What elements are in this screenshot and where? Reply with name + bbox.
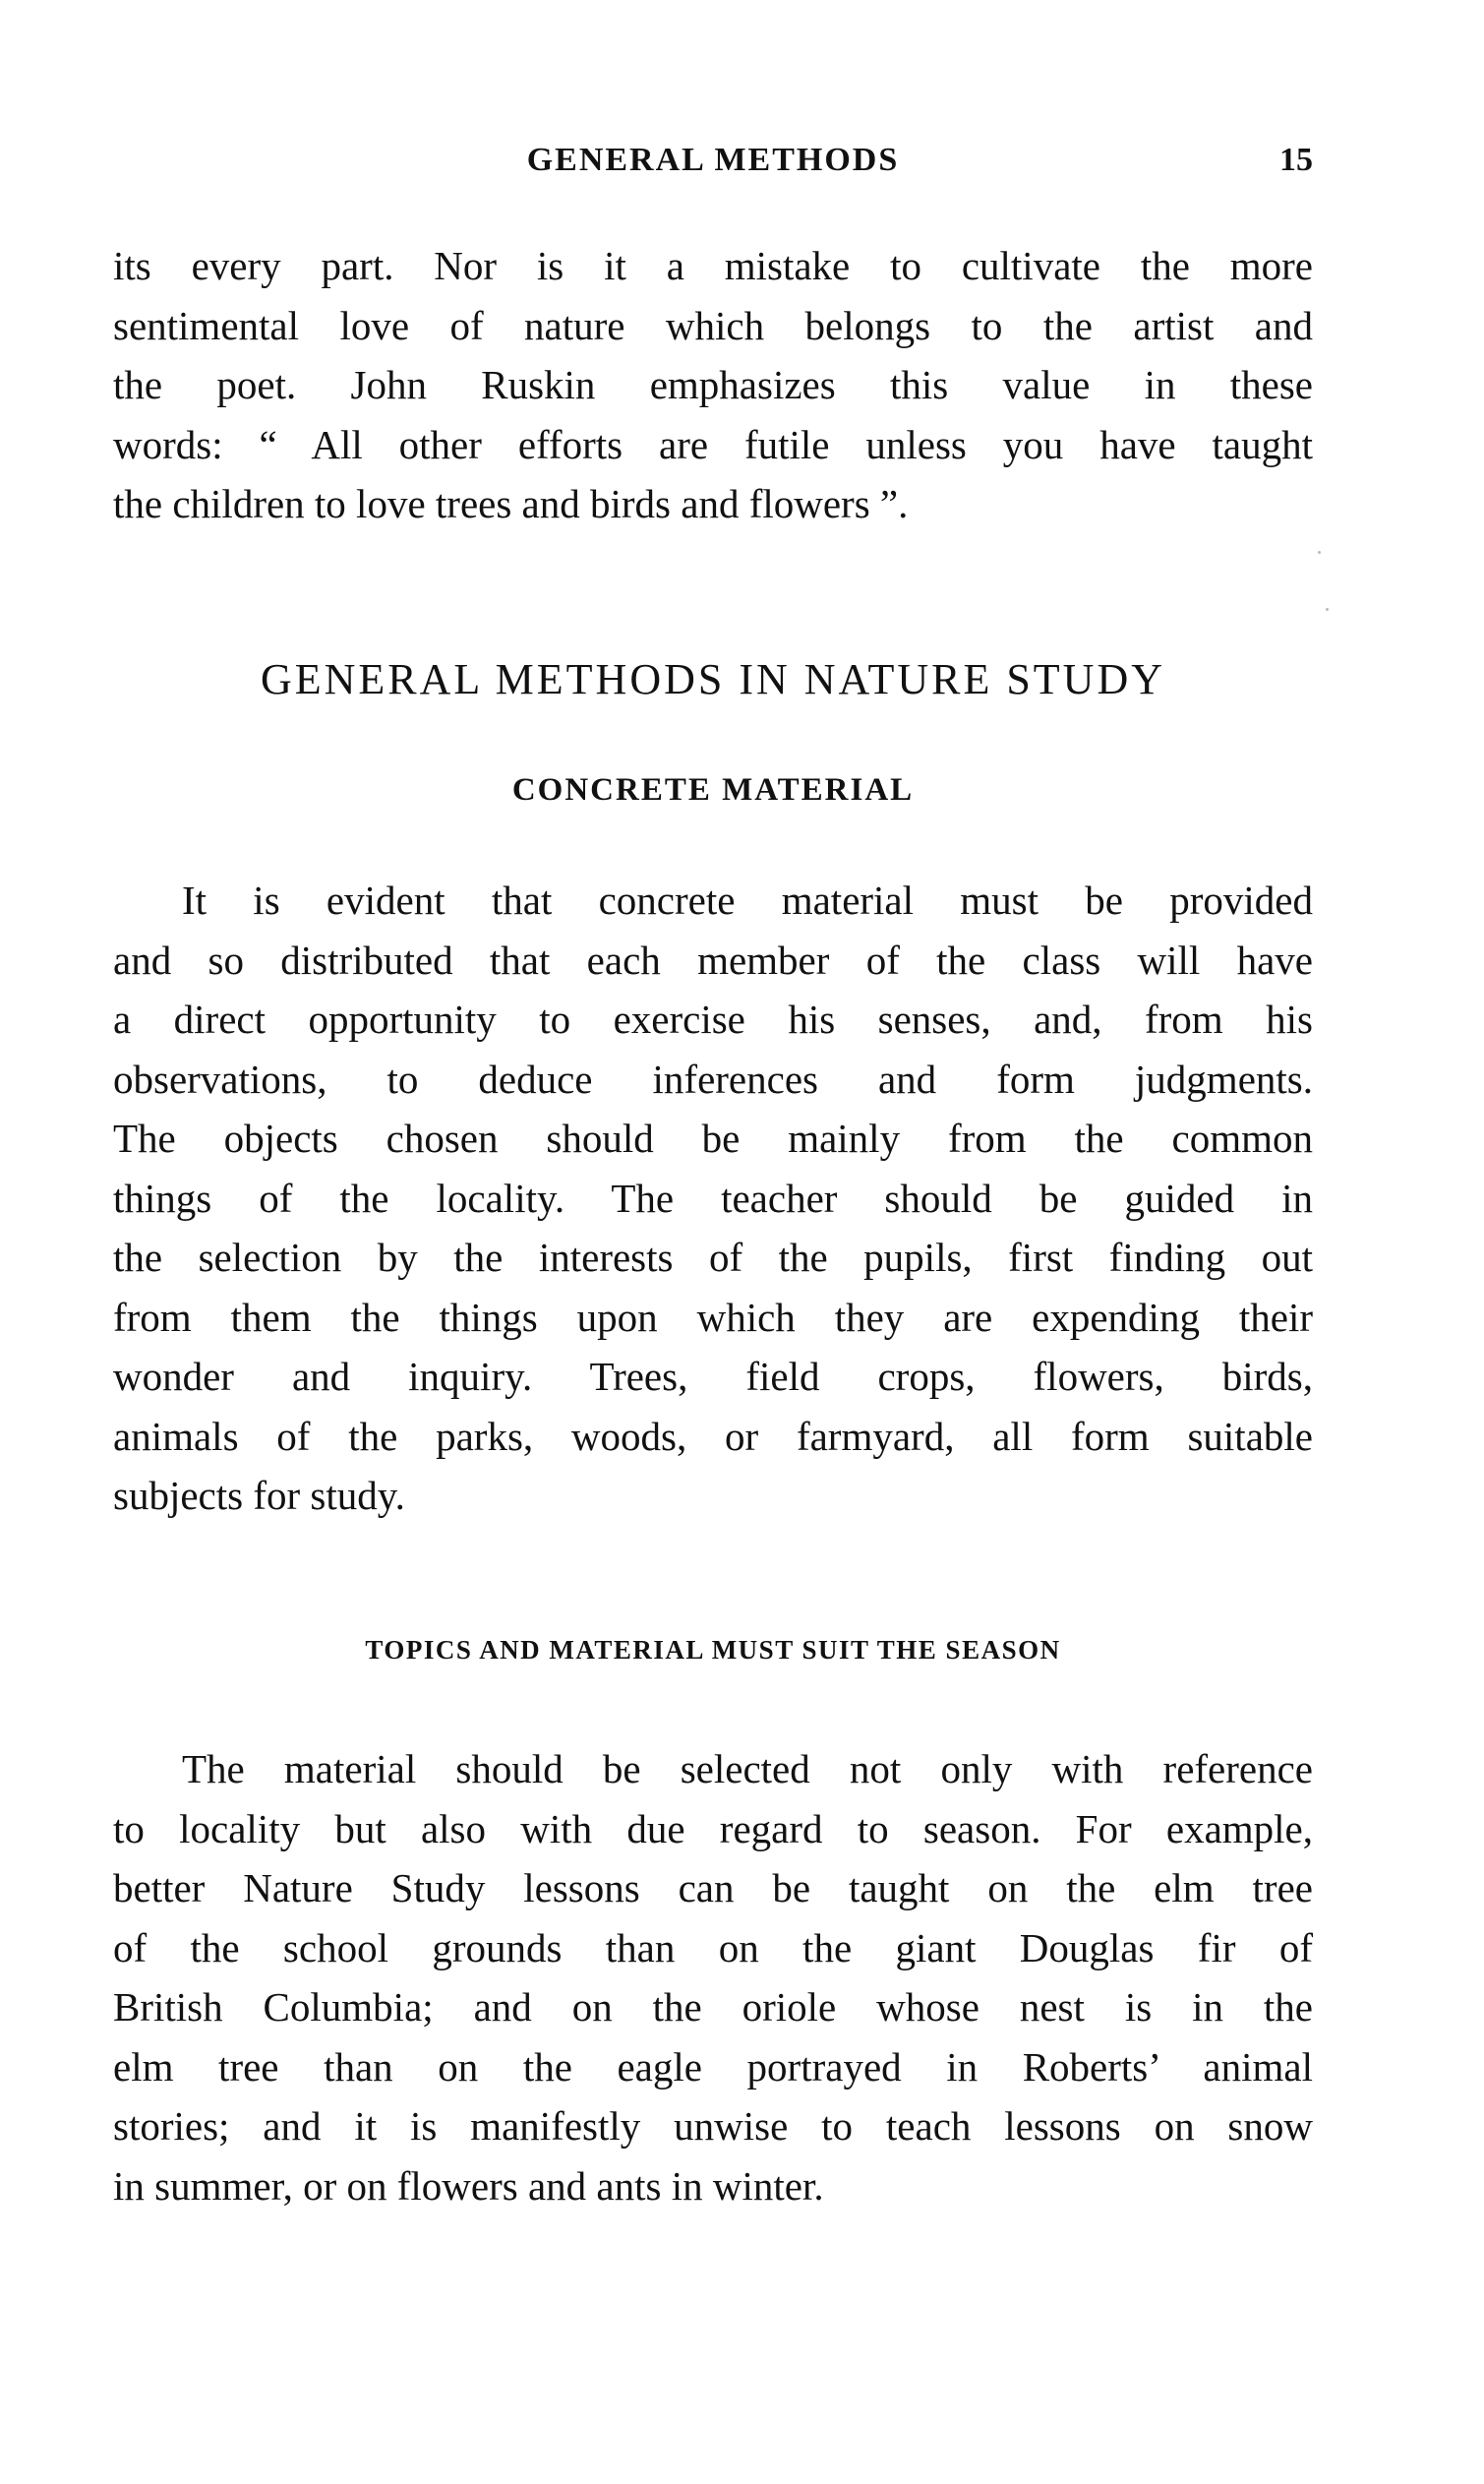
text-line: things of the locality. The teacher should be guided in: [113, 1175, 1313, 1221]
text-line: in summer, or on flowers and ants in winter.: [113, 2162, 824, 2209]
running-head-title: GENERAL METHODS: [526, 142, 900, 178]
text-line: words: “ All other efforts are futile unless you have taught: [113, 421, 1313, 467]
running-head: [113, 138, 1313, 187]
text-line: from them the things upon which they are expending their: [113, 1294, 1313, 1340]
text-line: the children to love trees and birds and flowers ”.: [113, 481, 909, 526]
text-line: of the school grounds than on the giant Douglas fir of: [113, 1924, 1313, 1970]
paragraph-continued: [113, 236, 1313, 534]
text-line: stories; and it is manifestly unwise to teach lessons on snow: [113, 2103, 1313, 2149]
text-line: wonder and inquiry. Trees, field crops, flowers, birds,: [113, 1354, 1313, 1399]
section-heading: GENERAL METHODS IN NATURE STUDY: [261, 655, 1165, 703]
subheading-topics-season: TOPICS AND MATERIAL MUST SUIT THE SEASON: [365, 1635, 1061, 1665]
subheading-concrete-material: CONCRETE MATERIAL: [511, 772, 915, 808]
scan-speck: [1318, 551, 1321, 554]
page-number: 15: [1279, 142, 1313, 178]
text-line: British Columbia; and on the oriole whose nest is in the: [113, 1984, 1313, 2030]
paragraph-concrete-material: [113, 871, 1313, 1526]
scan-speck: [1326, 608, 1329, 611]
text-line: to locality but also with due regard to season. For example,: [113, 1805, 1313, 1851]
text-line: sentimental love of nature which belongs to the artist and: [113, 302, 1313, 348]
text-line: It is evident that concrete material must be provided: [182, 878, 1313, 923]
text-line: observations, to deduce inferences and form judgments.: [113, 1056, 1313, 1102]
text-line: better Nature Study lessons can be taught on the elm tree: [113, 1865, 1313, 1910]
text-line: subjects for study.: [113, 1473, 405, 1518]
text-line: the selection by the interests of the pupils, first finding out: [113, 1235, 1313, 1280]
paragraph-topics-season: [113, 1739, 1313, 2215]
text-line: The objects chosen should be mainly from the common: [113, 1116, 1313, 1161]
text-line: animals of the parks, woods, or farmyard, all form suitable: [113, 1413, 1313, 1459]
text-line: a direct opportunity to exercise his senses, and, from his: [113, 997, 1313, 1042]
text-line: elm tree than on the eagle portrayed in Roberts’ animal: [113, 2043, 1313, 2090]
text-line: and so distributed that each member of the class will have: [113, 937, 1313, 983]
text-line: its every part. Nor is it a mistake to cultivate the more: [113, 243, 1313, 288]
text-line: the poet. John Ruskin emphasizes this value in these: [113, 362, 1313, 407]
text-line: The material should be selected not only with reference: [182, 1746, 1313, 1791]
